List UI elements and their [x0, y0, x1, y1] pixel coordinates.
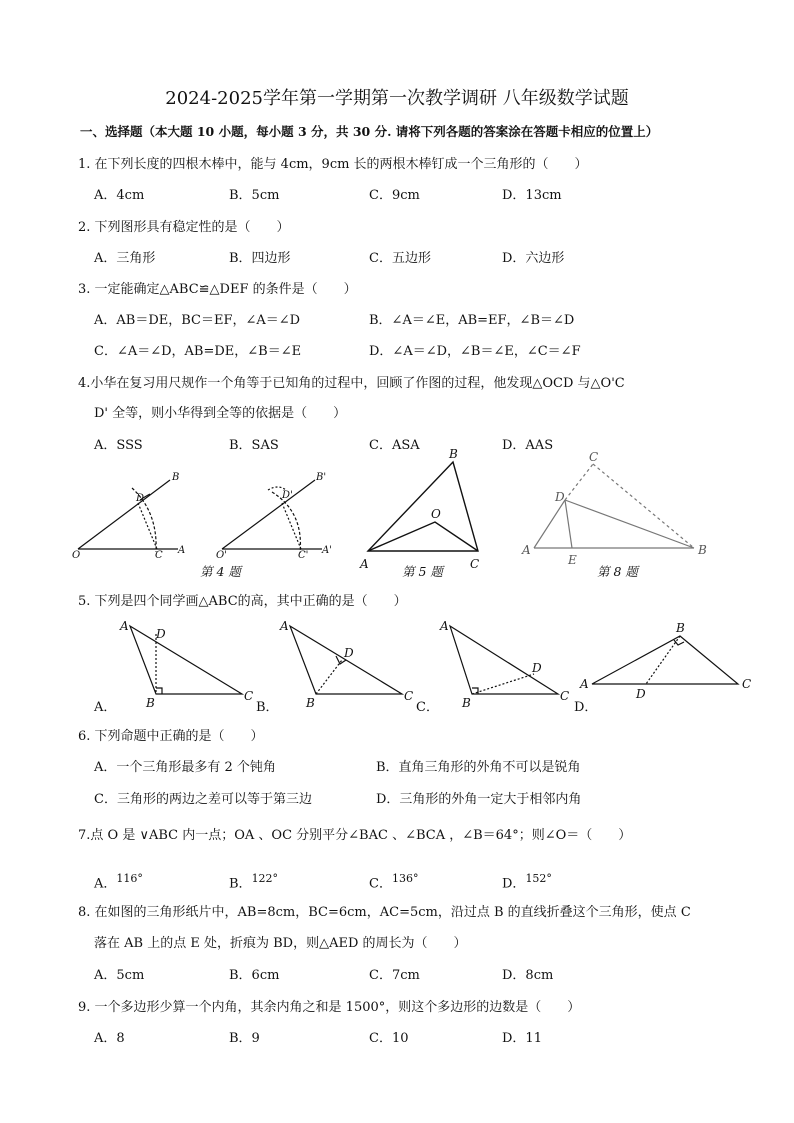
q8-option-c[interactable]: C．7cm: [369, 968, 420, 983]
caption-q8: 第 8 题: [597, 564, 638, 579]
q7-option-d-letter: D．: [502, 876, 526, 892]
height-line: [646, 636, 680, 684]
label-b: B: [449, 447, 458, 461]
label-a: A: [580, 677, 589, 691]
q5-figure-d: [592, 636, 738, 684]
right-angle-mark: [156, 688, 162, 694]
label-a: A: [178, 545, 186, 556]
label-a-prime: A': [322, 545, 332, 556]
label-d: D: [532, 661, 542, 675]
q7-option-c-value: 136°: [391, 872, 419, 885]
q8-option-d[interactable]: D．8cm: [502, 968, 554, 983]
q2-option-a[interactable]: A．三角形: [94, 251, 156, 266]
q4-stem-line2: D' 全等，则小华得到全等的依据是（ ）: [94, 406, 347, 421]
right-angle-mark: [674, 640, 684, 645]
label-c: C: [470, 557, 480, 571]
page-title: 2024-2025学年第一学期第一次教学调研 八年级数学试题: [165, 88, 629, 109]
q5-stem: 5. 下列是四个同学画△ABC的高，其中正确的是（ ）: [78, 594, 407, 609]
caption-q4: 第 4 题: [200, 564, 241, 579]
segment-cb: [593, 464, 694, 548]
label-d: D: [136, 493, 145, 504]
q5-figure-c: [450, 626, 558, 694]
q3-stem: 3. 一定能确定△ABC≌△DEF 的条件是（ ）: [78, 282, 357, 297]
label-a: A: [120, 619, 129, 633]
q6-option-a[interactable]: A．一个三角形最多有 2 个钝角: [94, 760, 276, 775]
q7-option-b-letter: B．: [229, 876, 252, 892]
triangle: [592, 636, 738, 684]
q7-option-d[interactable]: [502, 871, 552, 892]
q7-option-c-letter: C．: [369, 876, 392, 892]
q9-option-b[interactable]: B．9: [229, 1031, 260, 1046]
label-c: C: [560, 689, 570, 703]
q7-option-b-value: 122°: [251, 872, 279, 885]
q1-option-a[interactable]: A．4cm: [94, 188, 145, 203]
q5-figure-a: [130, 626, 242, 694]
label-b: B: [306, 696, 315, 710]
section-heading: 一、选择题（本大题 10 小题，每小题 3 分，共 30 分. 请将下列各题的答案涂在答题卡相应的位置上）: [80, 124, 659, 139]
angle-aoc: [368, 522, 478, 551]
q8-stem-line2: 落在 AB 上的点 E 处，折痕为 BD，则△AED 的周长为（ ）: [94, 936, 467, 951]
label-c: C: [404, 689, 414, 703]
label-b: B: [676, 621, 685, 635]
q6-option-c[interactable]: C．三角形的两边之差可以等于第三边: [94, 792, 312, 807]
q3-option-d[interactable]: D．∠A＝∠D，∠B＝∠E，∠C＝∠F: [369, 344, 581, 359]
height-line: [472, 674, 534, 694]
q3-option-c[interactable]: C．∠A＝∠D，AB=DE，∠B＝∠E: [94, 344, 302, 359]
label-o: O: [431, 507, 441, 521]
label-d-prime: D': [282, 490, 293, 501]
label-a: A: [280, 619, 289, 633]
figures-row: [60, 440, 760, 590]
q1-stem: 1. 在下列长度的四根木棒中，能与 4cm，9cm 长的两根木棒钉成一个三角形的（ ）: [78, 157, 588, 172]
q7-option-a-value: 116°: [116, 872, 143, 885]
q8-stem-line1: 8. 在如图的三角形纸片中，AB=8cm，BC=6cm，AC=5cm，沿过点 B 的直线折叠这个三角形，使点 C: [78, 905, 691, 920]
label-a: A: [360, 557, 369, 571]
label-a: A: [522, 543, 531, 557]
label-c: C: [244, 689, 254, 703]
q1-option-b[interactable]: B．5cm: [229, 188, 280, 203]
label-b: B: [146, 696, 155, 710]
figure-q4-left: [78, 480, 178, 552]
label-c-prime: C': [298, 550, 309, 561]
q7-stem: 7.点 O 是 ∨ABC 内一点；OA 、OC 分别平分∠BAC 、∠BCA ，∠B＝64°；则∠O＝（ ）: [78, 828, 632, 843]
q6-stem: 6. 下列命题中正确的是（ ）: [78, 729, 264, 744]
q2-option-d[interactable]: D．六边形: [502, 251, 565, 266]
segment-de: [565, 500, 572, 548]
label-d: D: [555, 490, 565, 504]
q1-option-d[interactable]: D．13cm: [502, 188, 562, 203]
q5-option-b[interactable]: B．: [256, 700, 279, 715]
q3-option-b[interactable]: B．∠A＝∠E，AB=EF，∠B＝∠D: [369, 313, 575, 328]
label-d: D: [156, 627, 166, 641]
label-c: C: [589, 450, 599, 464]
q7-option-b[interactable]: [229, 871, 278, 892]
q4-option-a[interactable]: A．SSS: [94, 438, 143, 453]
height-line: [316, 660, 342, 694]
triangle: [130, 626, 242, 694]
q4-option-d[interactable]: D．AAS: [502, 438, 554, 453]
q7-option-c[interactable]: [369, 871, 418, 892]
label-b: B: [172, 472, 180, 483]
q3-option-a[interactable]: A．AB＝DE，BC＝EF，∠A＝∠D: [94, 313, 301, 328]
q7-option-a[interactable]: [94, 871, 143, 892]
segment-dc: [565, 464, 593, 500]
label-d: D: [636, 687, 646, 701]
figure-q5: [368, 462, 478, 551]
q6-option-b[interactable]: B．直角三角形的外角不可以是锐角: [376, 760, 581, 775]
q9-stem: 9. 一个多边形少算一个内角，其余内角之和是 1500°，则这个多边形的边数是（ ）: [78, 1000, 581, 1015]
segment-ad: [534, 500, 565, 548]
label-o: O: [72, 550, 81, 561]
triangle-abc: [368, 462, 478, 551]
q8-option-b[interactable]: B．6cm: [229, 968, 280, 983]
q2-stem: 2. 下列图形具有稳定性的是（ ）: [78, 220, 290, 235]
label-c: C: [742, 677, 752, 691]
segment-db: [565, 500, 694, 548]
label-b: B: [462, 696, 471, 710]
label-e: E: [568, 553, 577, 567]
label-b-prime: B': [316, 472, 327, 483]
q2-option-c[interactable]: C．五边形: [369, 251, 431, 266]
q4-option-b[interactable]: B．SAS: [229, 438, 279, 453]
q5-option-a[interactable]: A．: [94, 700, 117, 715]
label-d: D: [344, 646, 354, 660]
q9-option-d[interactable]: D．11: [502, 1031, 542, 1046]
q1-option-c[interactable]: C．9cm: [369, 188, 420, 203]
q5-option-c[interactable]: C．: [416, 700, 439, 715]
q5-figure-b: [290, 626, 402, 694]
figure-q8: [534, 464, 694, 548]
label-o-prime: O': [216, 550, 227, 561]
q8-option-a[interactable]: A．5cm: [94, 968, 145, 983]
q7-option-a-letter: A．: [94, 876, 117, 892]
label-c: C: [155, 550, 163, 561]
q4-stem-line1: 4.小华在复习用尺规作一个角等于已知角的过程中，回顾了作图的过程，他发现△OCD 与△O'C: [78, 376, 625, 391]
q6-option-d[interactable]: D．三角形的外角一定大于相邻内角: [376, 792, 582, 807]
q5-option-d[interactable]: D．: [574, 700, 598, 715]
label-a: A: [440, 619, 449, 633]
q9-option-a[interactable]: A．8: [94, 1031, 125, 1046]
segment-cd: [138, 503, 157, 549]
q4-option-c[interactable]: C．ASA: [369, 438, 420, 453]
q2-option-b[interactable]: B．四边形: [229, 251, 291, 266]
label-b: B: [698, 543, 707, 557]
figure-q4-right: [222, 480, 322, 553]
q9-option-c[interactable]: C．10: [369, 1031, 409, 1046]
q7-option-d-value: 152°: [525, 872, 552, 885]
caption-q5: 第 5 题: [402, 564, 443, 579]
